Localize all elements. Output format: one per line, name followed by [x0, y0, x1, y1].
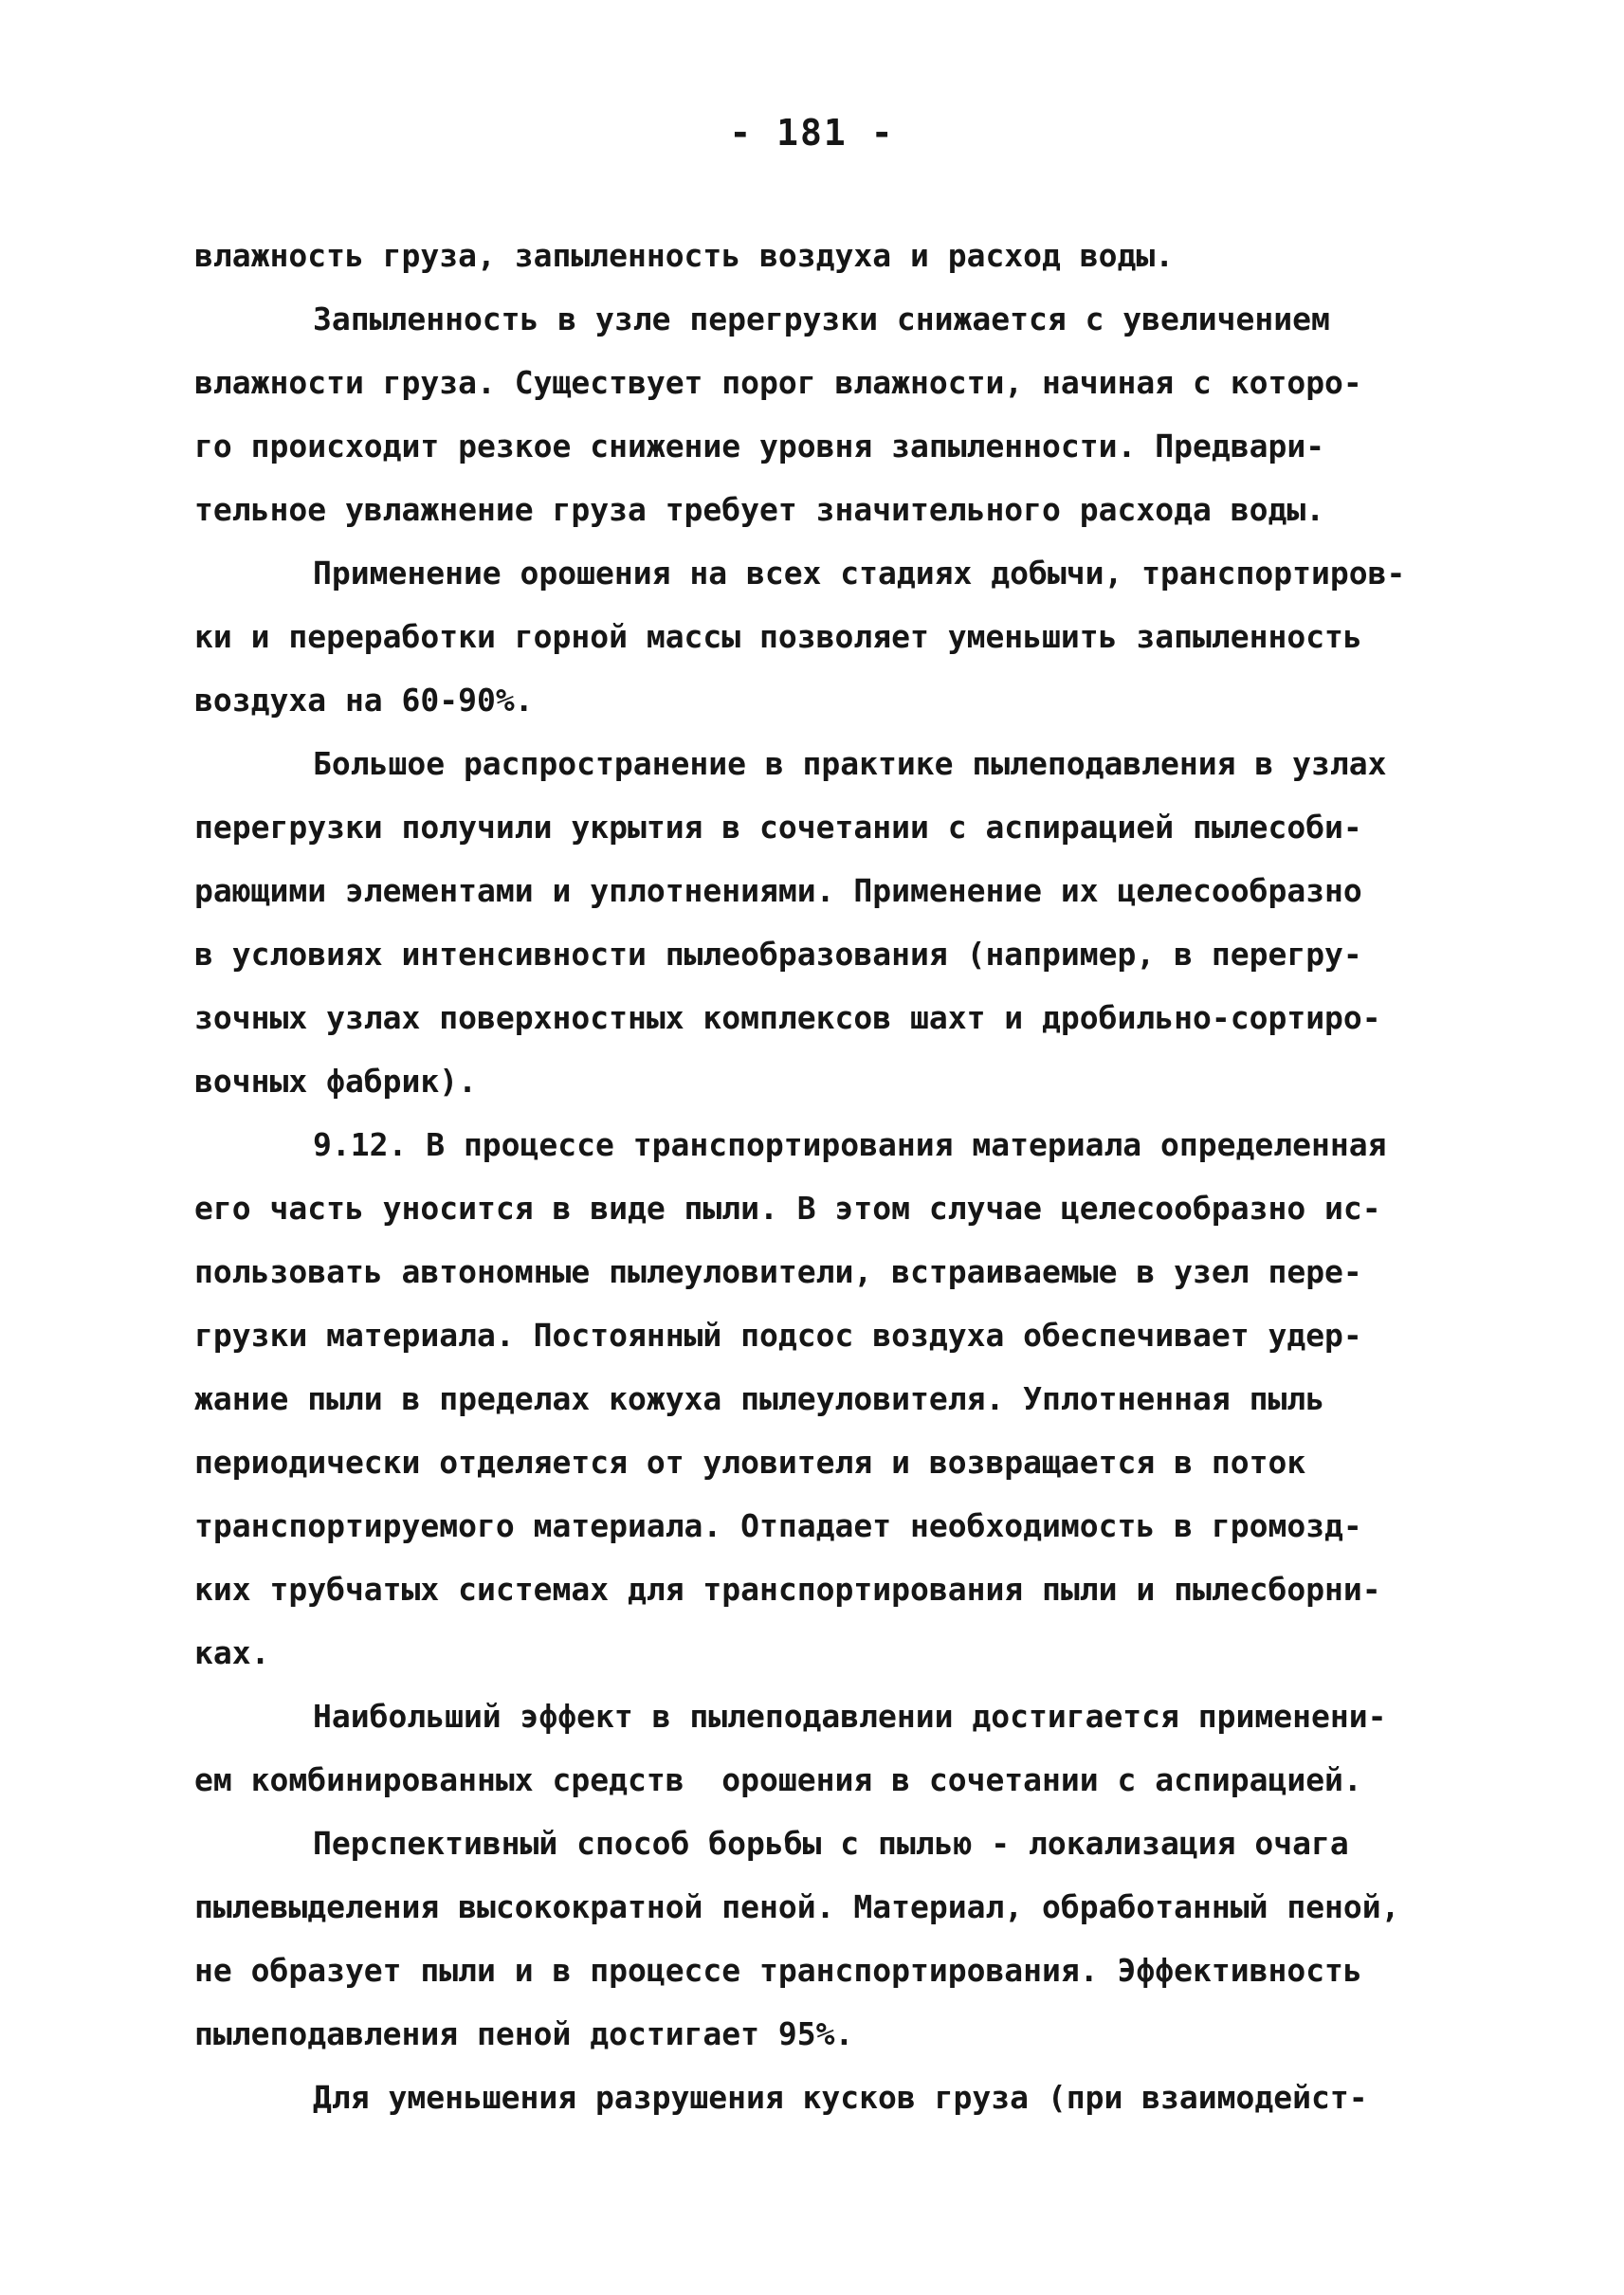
- paragraph-first-line: Наибольший эффект в пылеподавлении достигается применени-: [313, 1698, 1387, 1735]
- text-line: периодически отделяется от уловителя и возвращается в поток: [194, 1444, 1306, 1481]
- text-line: тельное увлажнение груза требует значительного расхода воды.: [194, 491, 1325, 528]
- paragraph-first-line: Запыленность в узле перегрузки снижается с увеличением: [313, 301, 1330, 337]
- paragraph-first-line: Перспективный способ борьбы с пылью - локализация очага: [313, 1825, 1349, 1862]
- text-line: воздуха на 60-90%.: [194, 682, 534, 719]
- text-line: ких трубчатых системах для транспортирования пыли и пылесборни-: [194, 1571, 1381, 1608]
- paragraph-first-line: Большое распространение в практике пылеподавления в узлах: [313, 745, 1387, 782]
- text-line: транспортируемого материала. Отпадает необходимость в громозд-: [194, 1507, 1362, 1544]
- paragraph-first-line: Для уменьшения разрушения кусков груза (при взаимодейст-: [313, 2079, 1368, 2116]
- text-line: не образует пыли и в процессе транспортирования. Эффективность: [194, 1952, 1362, 1989]
- text-line: грузки материала. Постоянный подсос воздуха обеспечивает удер-: [194, 1317, 1362, 1354]
- text-line: влажность груза, запыленность воздуха и расход воды.: [194, 237, 1175, 274]
- text-line: жание пыли в пределах кожуха пылеуловителя. Уплотненная пыль: [194, 1380, 1325, 1417]
- page-number: - 181 -: [729, 112, 895, 154]
- text-line: рающими элементами и уплотнениями. Применение их целесообразно: [194, 872, 1362, 909]
- text-line: ем комбинированных средств орошения в сочетании с аспирацией.: [194, 1761, 1362, 1798]
- text-line: ках.: [194, 1634, 270, 1671]
- text-line: влажности груза. Существует порог влажности, начиная с которо-: [194, 364, 1362, 401]
- text-line: в условиях интенсивности пылеобразования (например, в перегру-: [194, 936, 1362, 973]
- text-line: зочных узлах поверхностных комплексов шахт и дробильно-сортиро-: [194, 999, 1381, 1036]
- paragraph-first-line: 9.12. В процессе транспортирования материала определенная: [313, 1126, 1387, 1163]
- text-line: ки и переработки горной массы позволяет уменьшить запыленность: [194, 618, 1362, 655]
- text-line: его часть уносится в виде пыли. В этом случае целесообразно ис-: [194, 1190, 1381, 1227]
- paragraph-first-line: Применение орошения на всех стадиях добычи, транспортиров-: [313, 555, 1406, 592]
- text-line: пользовать автономные пылеуловители, встраиваемые в узел пере-: [194, 1253, 1362, 1290]
- text-line: перегрузки получили укрытия в сочетании с аспирацией пылесоби-: [194, 809, 1362, 846]
- text-line: вочных фабрик).: [194, 1063, 478, 1100]
- text-line: пылевыделения высокократной пеной. Материал, обработанный пеной,: [194, 1888, 1400, 1925]
- text-line: пылеподавления пеной достигает 95%.: [194, 2015, 854, 2052]
- text-line: го происходит резкое снижение уровня запыленности. Предвари-: [194, 428, 1325, 464]
